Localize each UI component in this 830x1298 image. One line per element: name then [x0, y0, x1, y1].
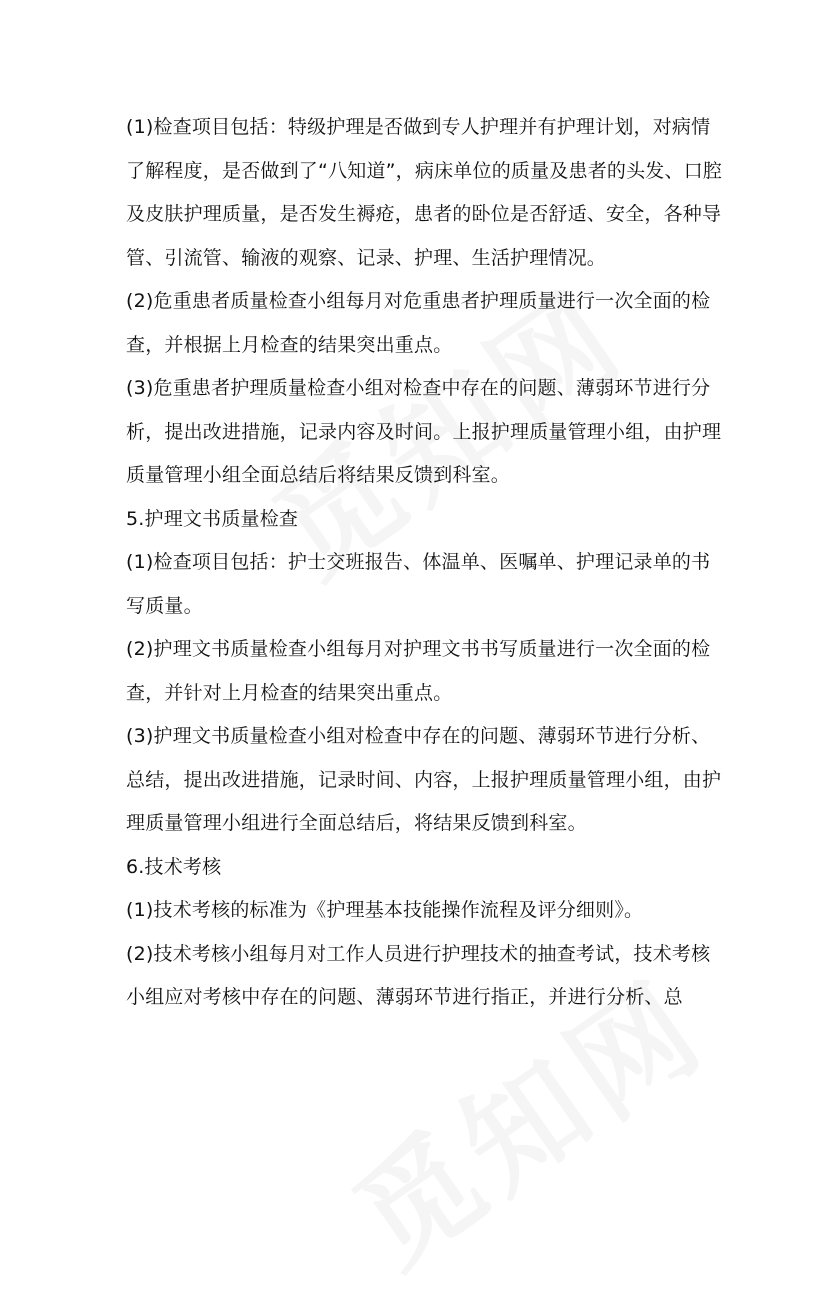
paragraph: (2)技术考核小组每月对工作人员进行护理技术的抽查考试，技术考核小组应对考核中存在的问题、薄弱环节进行指正，并进行分析、总 [126, 942, 711, 1008]
paragraph: (3)护理文书质量检查小组对检查中存在的问题、薄弱环节进行分析、总结，提出改进措施，记录时间、内容，上报护理质量管理小组，由护理质量管理小组进行全面总结后，将结果反馈到科室。 [126, 725, 722, 834]
document-body [126, 106, 726, 1020]
paragraph: (1)检查项目包括：护士交班报告、体温单、医嘱单、护理记录单的书写质量。 [126, 551, 711, 617]
paragraph: (1)检查项目包括：特级护理是否做到专人护理并有护理计划，对病情了解程度，是否做到了“八知道”，病床单位的质量及患者的头发、口腔及皮肤护理质量，是否发生褥疮，患者的卧位是否舒适、安全，各种导管、引流管、输液的观察、记录、护理、生活护理情况。 [126, 116, 723, 269]
paragraph: (2)护理文书质量检查小组每月对护理文书书写质量进行一次全面的检查，并针对上月检查的结果突出重点。 [126, 638, 711, 704]
paragraph: (3)危重患者护理质量检查小组对检查中存在的问题、薄弱环节进行分析，提出改进措施，记录内容及时间。上报护理质量管理小组，由护理质量管理小组全面总结后将结果反馈到科室。 [126, 377, 722, 486]
paragraph: (1)技术考核的标准为《护理基本技能操作流程及评分细则》。 [126, 899, 644, 921]
section-heading: 6.技术考核 [126, 855, 222, 878]
section-heading: 5.护理文书质量检查 [126, 507, 299, 530]
paragraph: (2)危重患者质量检查小组每月对危重患者护理质量进行一次全面的检查，并根据上月检查的结果突出重点。 [126, 290, 711, 356]
